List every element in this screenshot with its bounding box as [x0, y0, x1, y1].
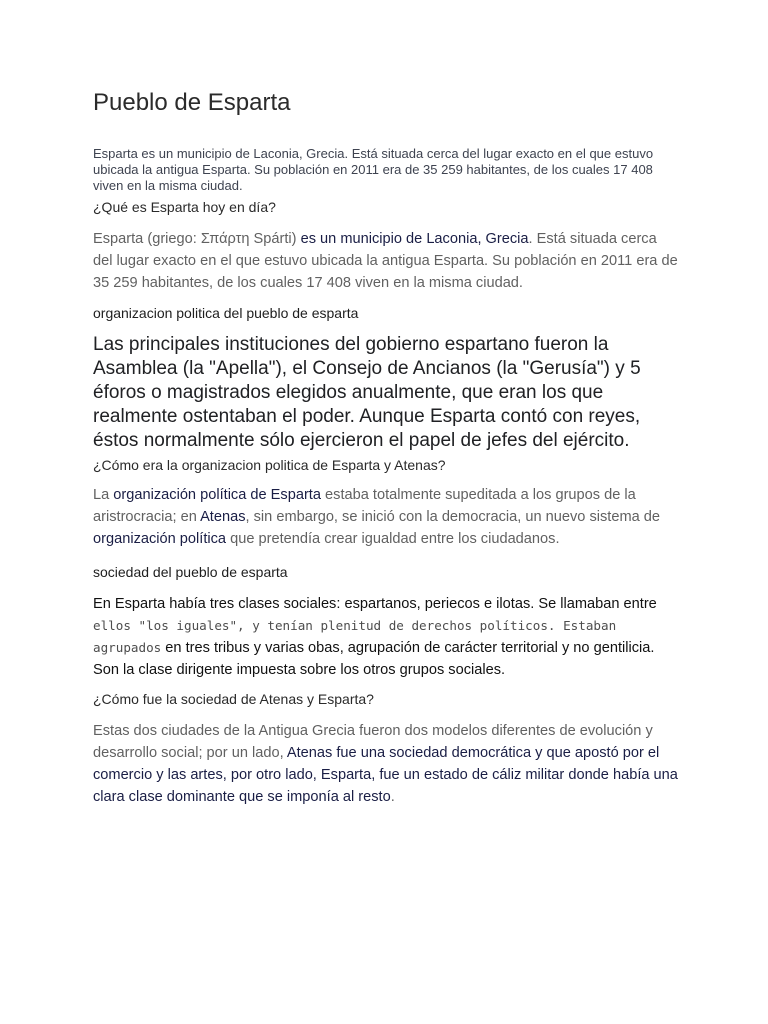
- highlight-atenas-esparta: Atenas fue una sociedad democrática y que apostó por el comercio y las artes, por otro lado, Esparta, fue un estado de cáliz militar donde había una clara clase dominante que se imponía al resto: [93, 745, 678, 805]
- question-sociedad-atenas-esparta: ¿Cómo fue la sociedad de Atenas y Esparta?: [93, 691, 374, 707]
- text-fragment: , sin embargo, se inició con la democracia, un nuevo sistema de: [245, 509, 661, 525]
- text-fragment: en tres tribus y varias obas, agrupación de carácter territorial y no gentilicia. Son la clase dirigente impuesta sobre los otros grupos sociales.: [93, 640, 655, 678]
- heading-organizacion-politica: organizacion politica del pueblo de esparta: [93, 305, 359, 321]
- answer-esparta-hoy-intro: Esparta (griego: Σπάρτη Spárti): [93, 231, 301, 247]
- featured-snippet-highlight: la Asamblea (la "Apella"), el Consejo de Ancianos (la "Gerusía") y 5 éforos o magistrados elegidos anualmente: [93, 334, 641, 403]
- summary-paragraph: Esparta es un municipio de Laconia, Grecia. Está situada cerca del lugar exacto en el que estuvo ubicada la antigua Esparta. Su población en 2011 era de 35 259 habitantes, de los cuales 17 408 viven en la misma ciudad.: [93, 146, 654, 193]
- page-title: Pueblo de Esparta: [93, 89, 291, 116]
- featured-snippet-intro: Las principales instituciones del gobierno espartano fueron: [93, 334, 594, 355]
- text-fragment: .: [390, 789, 395, 805]
- answer-organizacion-esparta-atenas: [93, 484, 678, 550]
- highlight-atenas: Atenas: [200, 509, 246, 525]
- heading-sociedad: sociedad del pueblo de esparta: [93, 564, 288, 580]
- highlight-organizacion-esparta: organización política de Esparta: [113, 487, 321, 503]
- featured-snippet-instituciones: [93, 333, 678, 453]
- answer-esparta-hoy-rest: . Está situada cerca del lugar exacto en el que estuvo ubicada la antigua Esparta. Su población en 2011 era de 35 259 habitantes, de los cuales 17 408 viven en la misma ciudad.: [93, 231, 678, 291]
- text-fragment: estaba totalmente supeditada a los grupos de la aristrocracia; en: [93, 487, 636, 525]
- answer-sociedad-atenas-esparta: [93, 720, 678, 808]
- text-fragment: En Esparta había tres clases sociales: espartanos, periecos e ilotas. Se llamaban entre: [93, 596, 657, 612]
- quoted-fragment-iguales: ellos "los iguales", y tenían plenitud de derechos políticos. Estaban agrupados: [93, 618, 617, 655]
- highlight-organizacion-politica: organización política: [93, 531, 227, 547]
- text-fragment: Estas dos ciudades de la Antigua Grecia fueron dos modelos diferentes de evolución y desarrollo social; por un lado,: [93, 723, 653, 761]
- text-fragment: que pretendía crear igualdad entre los ciudadanos.: [226, 531, 560, 547]
- featured-snippet-rest: , que eran los que realmente ostentaban el poder. Aunque Esparta contó con reyes, éstos normalmente sólo ejercieron el papel de jefes del ejército.: [93, 382, 641, 451]
- question-esparta-hoy: ¿Qué es Esparta hoy en día?: [93, 199, 276, 215]
- text-fragment: La: [93, 487, 114, 503]
- answer-esparta-hoy-highlight: es un municipio de Laconia, Grecia: [300, 231, 529, 247]
- question-organizacion-esparta-atenas: ¿Cómo era la organizacion politica de Esparta y Atenas?: [93, 457, 446, 473]
- answer-esparta-hoy: [93, 228, 678, 294]
- answer-sociedad-esparta: [93, 593, 678, 681]
